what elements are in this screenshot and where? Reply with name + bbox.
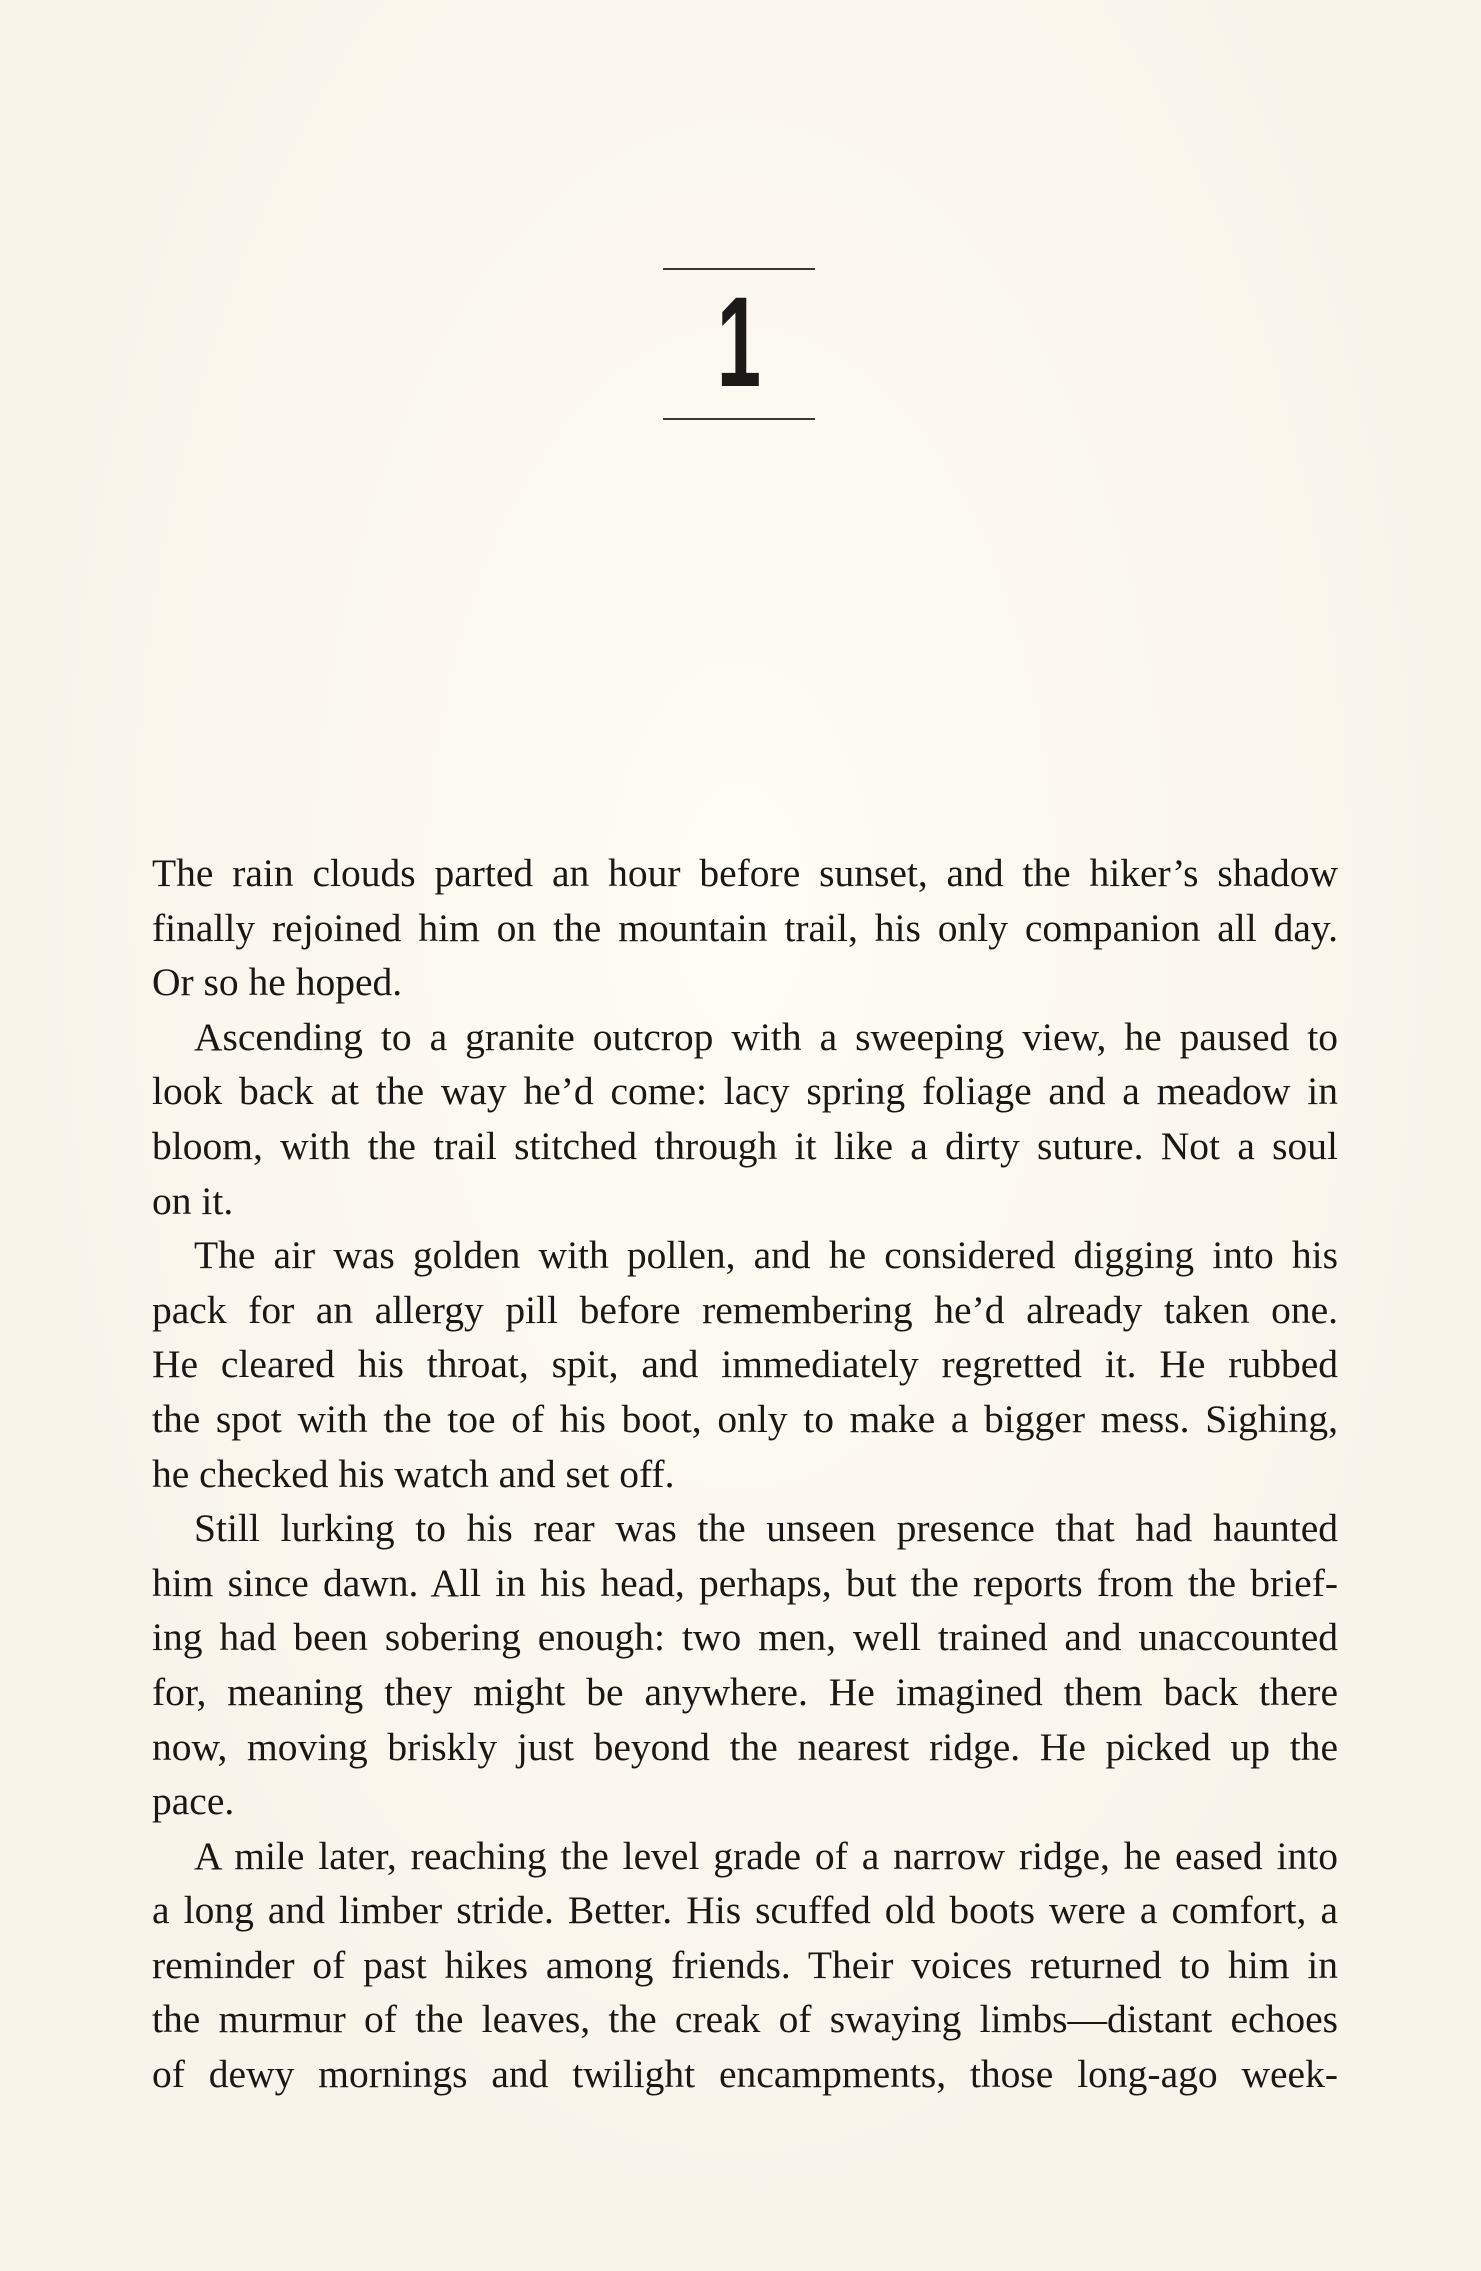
paragraph-3: [152, 1228, 1338, 1501]
text-line: Still lurking to his rear was the unseen presence that had haunted: [194, 1506, 1338, 1551]
text-line: of dewy mornings and twilight encampments, those long-ago week-: [152, 2052, 1338, 2097]
text-line: Ascending to a granite outcrop with a sweeping view, he paused to: [194, 1014, 1338, 1059]
text-line: bloom, with the trail stitched through it like a dirty suture. Not a soul: [152, 1123, 1338, 1168]
text-line: finally rejoined him on the mountain trail, his only companion all day.: [152, 905, 1338, 950]
text-line: the murmur of the leaves, the creak of swaying limbs—distant echoes: [152, 1997, 1338, 2042]
text-line: pace.: [152, 1779, 235, 1824]
text-line: look back at the way he’d come: lacy spring foliage and a meadow in: [152, 1069, 1338, 1114]
text-line: reminder of past hikes among friends. Their voices returned to him in: [152, 1942, 1338, 1987]
text-line: on it.: [152, 1178, 234, 1223]
text-line: a long and limber stride. Better. His scuffed old boots were a comfort, a: [152, 1888, 1338, 1933]
text-line: A mile later, reaching the level grade of a narrow ridge, he eased into: [194, 1833, 1338, 1878]
paragraph-5: [152, 1829, 1338, 2102]
text-line: him since dawn. All in his head, perhaps, but the reports from the brief-: [152, 1560, 1338, 1605]
text-line: he checked his watch and set off.: [152, 1451, 675, 1496]
text-line: The air was golden with pollen, and he considered digging into his: [194, 1233, 1338, 1278]
chapter-number: 1: [716, 271, 762, 414]
text-line: ing had been sobering enough: two men, well trained and unaccounted: [152, 1615, 1338, 1660]
paragraph-2: [152, 1010, 1338, 1228]
chapter-body-text: [152, 846, 1338, 2102]
paragraph-1: [152, 846, 1338, 1010]
text-line: for, meaning they might be anywhere. He imagined them back there: [152, 1669, 1338, 1714]
text-line: Or so he hoped.: [152, 960, 403, 1005]
chapter-rule-bottom: [663, 418, 815, 420]
chapter-heading: [663, 268, 815, 422]
text-line: now, moving briskly just beyond the nearest ridge. He picked up the: [152, 1724, 1338, 1769]
text-line: He cleared his throat, spit, and immediately regretted it. He rubbed: [152, 1342, 1338, 1387]
chapter-rule-top: [663, 268, 815, 270]
text-line: The rain clouds parted an hour before sunset, and the hiker’s shadow: [152, 851, 1338, 895]
paragraph-4: [152, 1501, 1338, 1829]
text-line: the spot with the toe of his boot, only to make a bigger mess. Sighing,: [152, 1396, 1338, 1441]
text-line: pack for an allergy pill before remembering he’d already taken one.: [152, 1287, 1338, 1332]
